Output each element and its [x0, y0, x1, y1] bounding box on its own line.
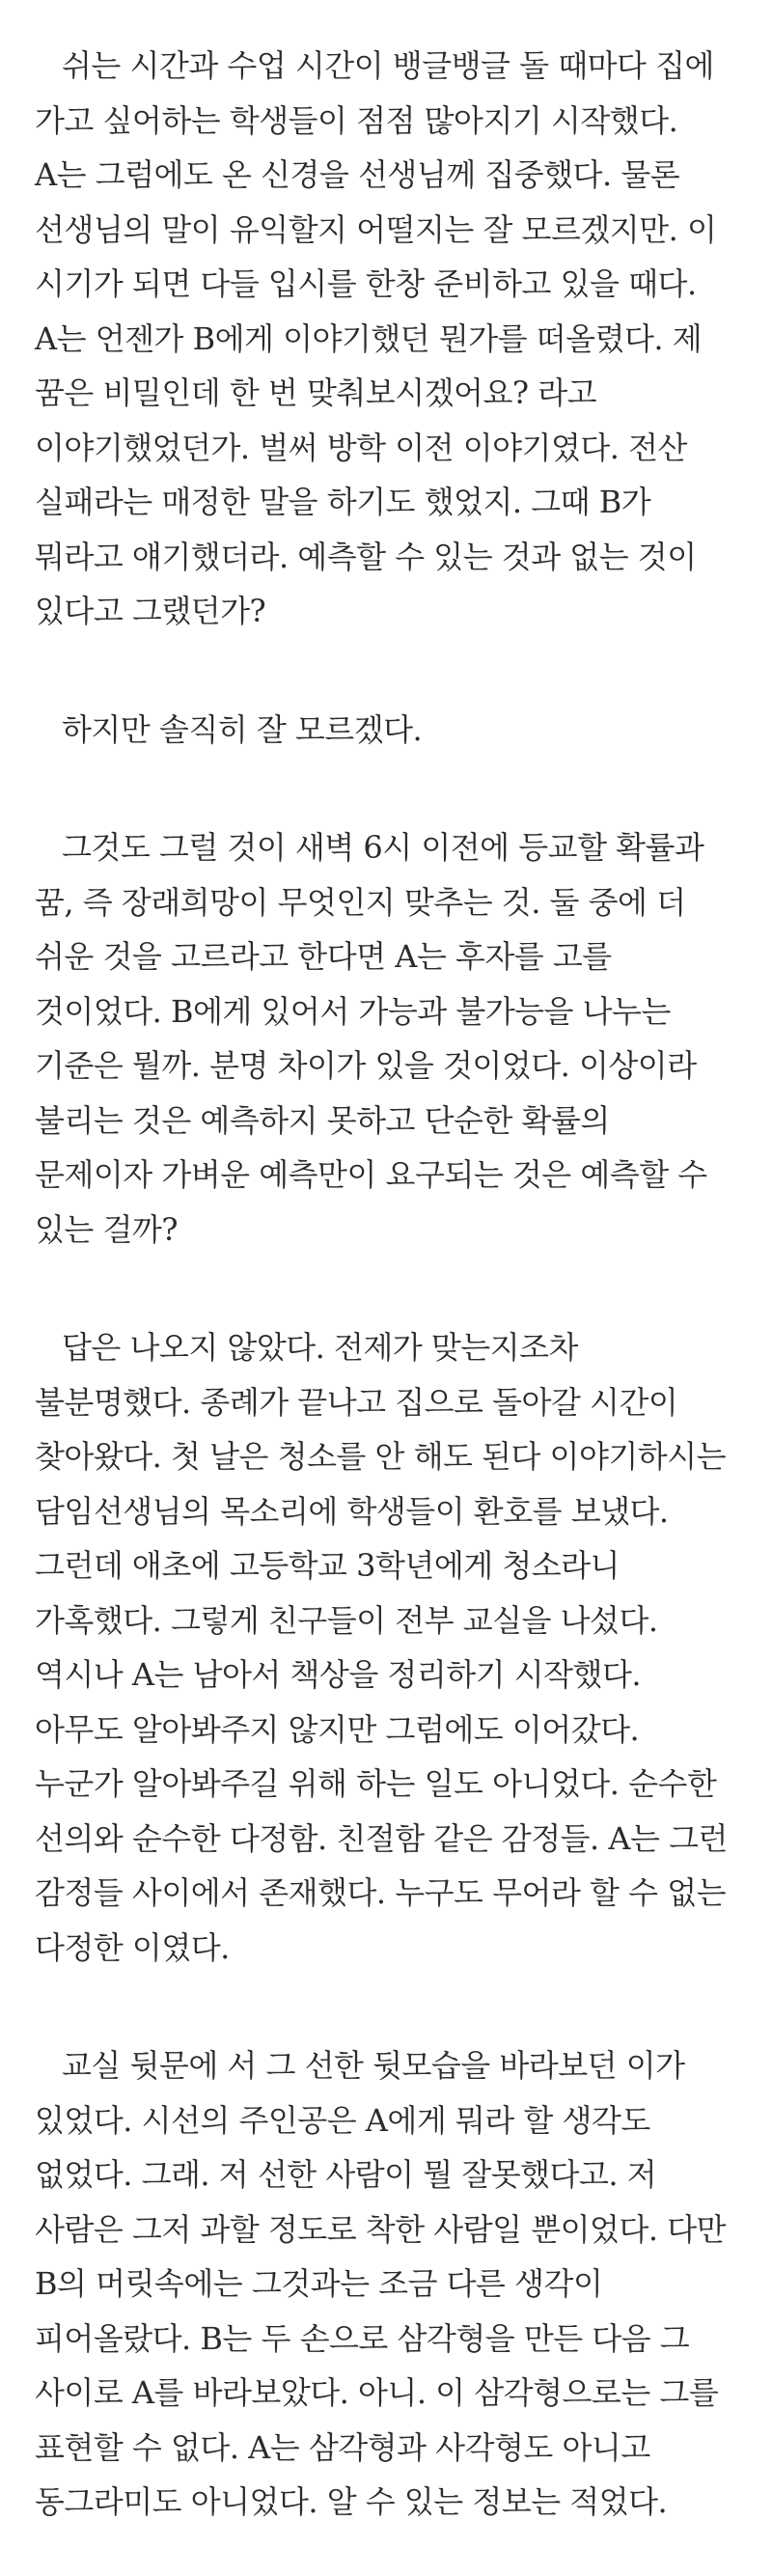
paragraph-4: 답은 나오지 않았다. 전제가 맞는지조차 불분명했다. 종례가 끝나고 집으로 돌아갈 시간이 찾아왔다. 첫 날은 청소를 안 해도 된다 이야기하시는 담임선생님의 목소리에 학생들이 환호를 보냈다. 그런데 애초에 고등학교 3학년에게 청소라니 가혹했다. 그렇게 친구들이 전부 교실을 나섰다. 역시나 A는 남아서 책상을 정리하기 시작했다. 아무도 알아봐주지 않지만 그럼에도 이어갔다. 누군가 알아봐주길 위해 하는 일도 아니었다. 순수한 선의와 순수한 다정함. 친절함 같은 감정들. A는 그런 감정들 사이에서 존재했다. 누구도 무어라 할 수 없는 다정한 이였다.	[35, 1329, 728, 1966]
paragraph-1: 쉬는 시간과 수업 시간이 뱅글뱅글 돌 때마다 집에 가고 싶어하는 학생들이 점점 많아지기 시작했다. A는 그럼에도 온 신경을 선생님께 집중했다. 물론 선생님의 말이 유익할지 어떨지는 잘 모르겠지만. 이 시기가 되면 다들 입시를 한창 준비하고 있을 때다. A는 언젠가 B에게 이야기했던 뭔가를 떠올렸다. 제 꿈은 비밀인데 한 번 맞춰보시겠어요? 라고 이야기했었던가. 벌써 방학 이전 이야기였다. 전산 실패라는 매정한 말을 하기도 했었지. 그때 B가 뭐라고 얘기했더라. 예측할 수 있는 것과 없는 것이 있다고 그랬던가?	[35, 47, 717, 629]
paragraph-5: 교실 뒷문에 서 그 선한 뒷모습을 바라보던 이가 있었다. 시선의 주인공은 A에게 뭐라 할 생각도 없었다. 그래. 저 선한 사람이 뭘 잘못했다고. 저 사람은 그저 과할 정도로 착한 사람일 뿐이었다. 다만 B의 머릿속에는 그것과는 조금 다른 생각이 피어올랐다. B는 두 손으로 삼각형을 만든 다음 그 사이로 A를 바라보았다. 아니. 이 삼각형으로는 그를 표현할 수 없다. A는 삼각형과 사각형도 아니고 동그라미도 아니었다. 알 수 있는 정보는 적었다.	[35, 2047, 727, 2520]
paragraph-3: 그것도 그럴 것이 새벽 6시 이전에 등교할 확률과 꿈, 즉 장래희망이 무엇인지 맞추는 것. 둘 중에 더 쉬운 것을 고르라고 한다면 A는 후자를 고를 것이었다. B에게 있어서 가능과 불가능을 나누는 기준은 뭘까. 분명 차이가 있을 것이었다. 이상이라 불리는 것은 예측하지 못하고 단순한 확률의 문제이자 가벼운 예측만이 요구되는 것은 예측할 수 있는 걸까?	[35, 829, 707, 1248]
paragraph-2: 하지만 솔직히 잘 모르겠다.	[62, 710, 423, 748]
